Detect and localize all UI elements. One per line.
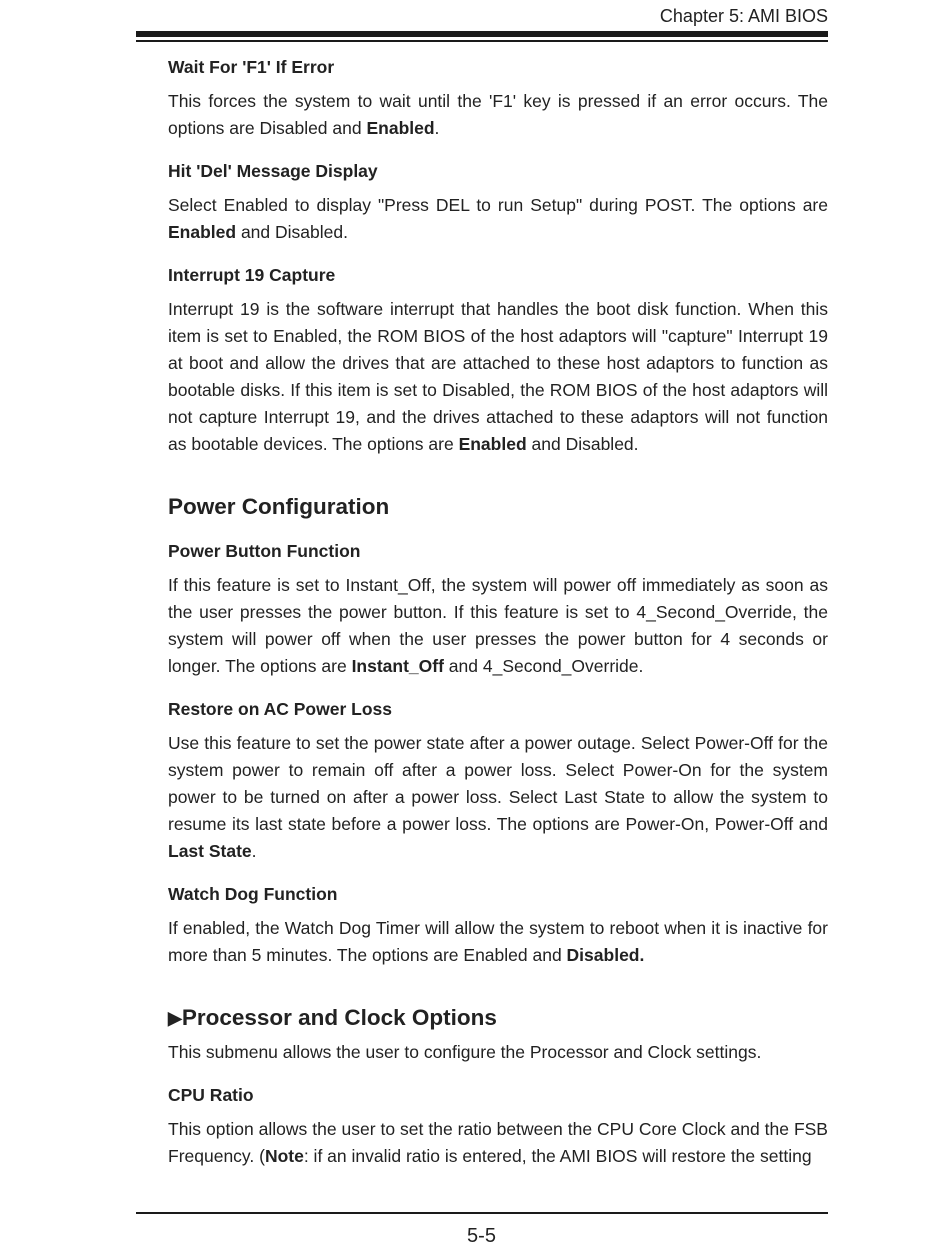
heading-interrupt-19: Interrupt 19 Capture: [168, 265, 336, 285]
para-processor-clock: This submenu allows the user to configure the Processor and Clock settings.: [168, 1042, 762, 1062]
heading-cpu-ratio: CPU Ratio: [168, 1085, 254, 1105]
para-interrupt-19: Interrupt 19 is the software interrupt that handles the boot disk function. When this item is set to Enabled, the ROM BIOS of the host adaptors will "capture" Interrupt 19 at boot and allow the drives that are attached to these host adaptors to function as bootable disks. If this item is set to Disabled, the ROM BIOS of the host adaptors will not capture Interrupt 19, and the drives attached to these adaptors will not function as bootable devices. The options are Enabled and Disabled.: [168, 299, 828, 454]
section-processor-clock: ▶Processor and Clock Options: [168, 1003, 828, 1033]
heading-wait-f1: Wait For 'F1' If Error: [168, 57, 335, 77]
header-rule-thick: [136, 31, 828, 37]
para-wait-f1: This forces the system to wait until the 'F1' key is pressed if an error occurs. The options are Disabled and Enabled.: [168, 91, 828, 138]
submenu-arrow-icon: ▶: [168, 1008, 182, 1028]
footer-rule: [136, 1212, 828, 1214]
section-power-configuration: Power Configuration: [168, 494, 390, 519]
heading-power-button: Power Button Function: [168, 541, 361, 561]
heading-watch-dog: Watch Dog Function: [168, 884, 338, 904]
heading-restore-ac: Restore on AC Power Loss: [168, 699, 392, 719]
header-rule-thin: [136, 40, 828, 42]
heading-hit-del: Hit 'Del' Message Display: [168, 161, 378, 181]
para-watch-dog: If enabled, the Watch Dog Timer will allow the system to reboot when it is inactive for more than 5 minutes. The options are Enabled and Disabled.: [168, 918, 828, 965]
page-body: [168, 54, 828, 1186]
para-power-button: If this feature is set to Instant_Off, the system will power off immediately as soon as the user presses the power button. If this feature is set to 4_Second_Override, the system will power off when the user presses the power button for 4 seconds or longer. The options are Instant_Off and 4_Second_Override.: [168, 575, 828, 676]
para-hit-del: Select Enabled to display "Press DEL to run Setup" during POST. The options are Enabled and Disabled.: [168, 195, 828, 242]
page-number: 5-5: [467, 1225, 496, 1247]
running-header: Chapter 5: AMI BIOS: [659, 6, 828, 26]
para-restore-ac: Use this feature to set the power state after a power outage. Select Power-Off for the system power to remain off after a power loss. Select Power-On for the system power to be turned on after a power loss. Select Last State to allow the system to resume its last state before a power loss. The options are Power-On, Power-Off and Last State.: [168, 733, 828, 861]
para-cpu-ratio: This option allows the user to set the ratio between the CPU Core Clock and the FSB Frequency. (Note: if an invalid ratio is entered, the AMI BIOS will restore the setting: [168, 1119, 828, 1166]
